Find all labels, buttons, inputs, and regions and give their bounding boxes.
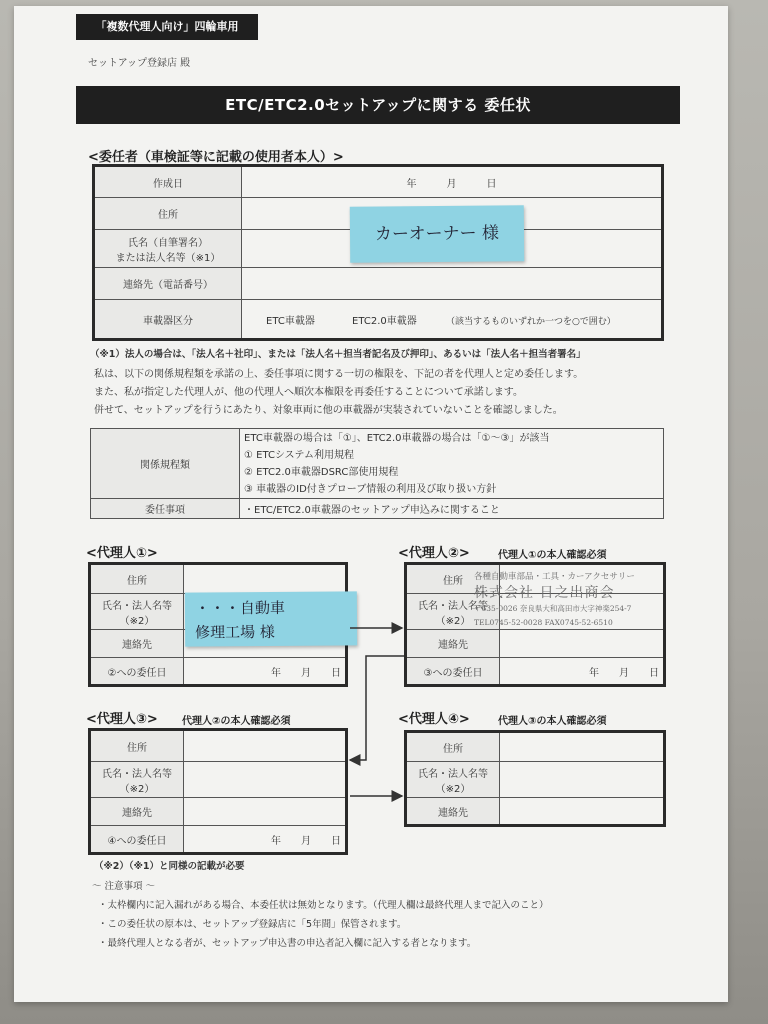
caution-heading: 〜 注意事項 〜: [92, 881, 156, 892]
agent4-name-label-line2: （※2）: [435, 783, 471, 795]
agent4-contact-label: 連絡先: [406, 798, 500, 826]
agent2-contact-label: 連絡先: [406, 630, 500, 658]
note-1: （※1）法人の場合は、「法人名＋社印」、または「法人名＋担当者記名及び押印」、あるいは「法人名＋担当者署名」: [90, 349, 586, 360]
agent3-heading: <代理人③>: [86, 712, 158, 727]
note-2: （※2）（※1）と同様の記載が必要: [94, 861, 245, 872]
agent2-subheading: 代理人①の本人確認必須: [498, 550, 607, 561]
agent4-subheading: 代理人③の本人確認必須: [498, 716, 607, 727]
agent1-name-label-line1: 氏名・法人名等: [102, 600, 172, 612]
agent2-date-label: ③への委任日: [406, 658, 500, 686]
delegator-heading: <委任者（車検証等に記載の使用者本人）>: [88, 150, 344, 165]
delegation-label: 委任事項: [91, 499, 240, 519]
agent1-contact-label: 連絡先: [90, 630, 184, 658]
device-option-etc2: ETC2.0車載器: [352, 315, 417, 327]
name-label-line1: 氏名（自筆署名）: [128, 237, 208, 249]
stamp-line: 〒635-0026 奈良県大和高田市大字神楽254-7: [474, 604, 632, 613]
date-label: 作成日: [94, 166, 242, 198]
agent1-address-label: 住所: [90, 564, 184, 594]
agent4-heading: <代理人④>: [398, 712, 470, 727]
agent3-subheading: 代理人②の本人確認必須: [182, 716, 291, 727]
delegation-value: ・ETC/ETC2.0車載器のセットアップ申込みに関すること: [240, 499, 664, 519]
caution-item: ・最終代理人となる者が、セットアップ申込書の申込者記入欄に記入する者となります。: [98, 938, 477, 949]
device-option-etc: ETC車載器: [266, 315, 315, 327]
agent3-date-value: 年 月 日: [184, 826, 347, 854]
agent1-name-label-line2: （※2）: [119, 615, 155, 627]
date-value: 年 月 日: [242, 166, 663, 198]
form-type-tag: 「複数代理人向け」四輪車用: [76, 14, 258, 40]
agent3-date-label: ④への委任日: [90, 826, 184, 854]
agent3-address-label: 住所: [90, 730, 184, 762]
contact-label: 連絡先（電話番号）: [94, 268, 242, 300]
name-label-line2: または法人名等（※1）: [115, 252, 221, 264]
address-label: 住所: [94, 198, 242, 230]
device-note: （該当するものいずれか一つを○で囲む）: [445, 316, 616, 327]
agent4-name-label-line1: 氏名・法人名等: [418, 768, 488, 780]
agent1-heading: <代理人①>: [86, 546, 158, 561]
agent4-address-label: 住所: [406, 732, 500, 762]
agent3-contact-label: 連絡先: [90, 798, 184, 826]
agent1-date-value: 年 月 日: [184, 658, 347, 686]
caution-item: ・この委任状の原本は、セットアップ登録店に「5年間」保管されます。: [98, 919, 407, 930]
stamp-line: 各種自動車部品・工具・カーアクセサリー: [474, 572, 635, 582]
agent2-heading: <代理人②>: [398, 546, 470, 561]
agent2-name-label-line2: （※2）: [435, 615, 471, 627]
sticky-note-car-owner: カーオーナー 様: [350, 205, 524, 263]
caution-item: ・太枠欄内に記入漏れがある場合、本委任状は無効となります。（代理人欄は最終代理人まで記入のこと）: [98, 900, 549, 911]
agent2-date-value: 年 月 日: [500, 658, 665, 686]
device-label: 車載器区分: [94, 300, 242, 340]
agent1-date-label: ②への委任日: [90, 658, 184, 686]
agent3-name-label-line2: （※2）: [119, 783, 155, 795]
consent-line: また、私が指定した代理人が、他の代理人へ順次本権限を再委任することについて承諾します。: [94, 387, 523, 398]
regulations-line: ② ETC2.0車載器DSRC部使用規程: [244, 467, 399, 478]
regulations-line: ETC車載器の場合は「①」、ETC2.0車載器の場合は「①〜③」が該当: [244, 433, 550, 444]
regulations-line: ① ETCシステム利用規程: [244, 450, 354, 461]
arrow-agent2-to-agent3: [350, 656, 404, 760]
agent2-address-label: 住所: [406, 564, 500, 594]
document-title: ETC/ETC2.0セットアップに関する 委任状: [76, 86, 680, 124]
regulations-label: 関係規程類: [91, 429, 240, 499]
addressee: セットアップ登録店 殿: [88, 58, 191, 69]
stamp-company-name: 株式会社 日之出商会: [474, 585, 615, 601]
consent-line: 併せて、セットアップを行うにあたり、対象車両に他の車載器が実装されていないことを確認しました。: [94, 405, 563, 416]
regulations-line: ③ 車載器のID付きプローブ情報の利用及び取り扱い方針: [244, 484, 497, 495]
agent3-name-label-line1: 氏名・法人名等: [102, 768, 172, 780]
consent-line: 私は、以下の関係規程類を承諾の上、委任事項に関する一切の権限を、下記の者を代理人と定め委任します。: [94, 369, 584, 380]
caution-list: [98, 896, 549, 953]
sticky-line: 修理工場 様: [195, 622, 275, 642]
agent2-name-label-line1: 氏名・法人名等: [418, 600, 488, 612]
sticky-line: ・・・自動車: [194, 598, 286, 618]
stamp-line: TEL0745-52-0028 FAX0745-52-6510: [474, 618, 613, 627]
